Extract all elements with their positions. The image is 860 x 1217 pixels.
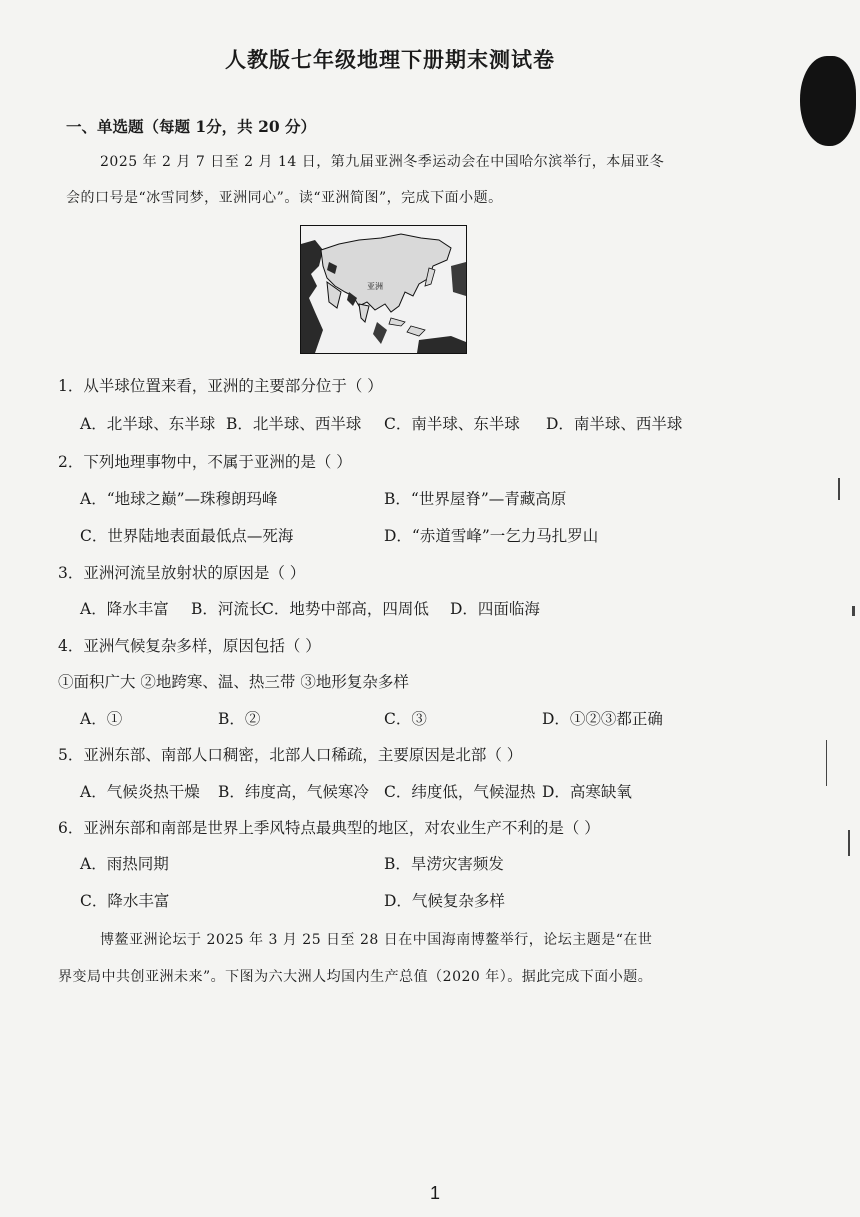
q1-option-b: B．北半球、西半球 (226, 415, 362, 433)
ink-blot-mark (800, 56, 856, 146)
q5-option-b: B．纬度高，气候寒冷 (218, 783, 369, 801)
q6-option-c: C．降水丰富 (80, 892, 170, 910)
asia-map-figure (300, 225, 467, 354)
scan-mark (848, 830, 850, 856)
q1-option-a: A．北半球、东半球 (80, 415, 216, 433)
q6-option-b: B．旱涝灾害频发 (384, 855, 504, 873)
q5-option-d: D．高寒缺氧 (542, 783, 632, 801)
asia-map-icon (301, 226, 466, 353)
page-title: 人教版七年级地理下册期末测试卷 (225, 47, 555, 72)
q5-option-a: A．气候炎热干燥 (80, 783, 200, 801)
passage1-line1: 2025 年 2 月 7 日至 2 月 14 日，第九届亚洲冬季运动会在中国哈尔滨举行，本届亚冬 (100, 154, 665, 170)
q2-option-b: B．“世界屋脊”—青藏高原 (384, 490, 567, 508)
q6-option-a: A．雨热同期 (80, 855, 169, 873)
passage1-line2: 会的口号是“冰雪同梦，亚洲同心”。读“亚洲简图”，完成下面小题。 (66, 190, 503, 206)
q3-option-b: B．河流长 (191, 600, 265, 618)
passage2-line2: 界变局中共创亚洲未来”。下图为六大洲人均国内生产总值（2020 年）。据此完成下面小题。 (58, 969, 653, 985)
q4-option-b: B．② (218, 710, 261, 728)
q3-option-c: C．地势中部高，四周低 (262, 600, 429, 618)
scan-mark (826, 740, 827, 786)
section-heading-single-choice: 一、单选题（每题 1分，共 20 分） (66, 117, 317, 136)
q2-option-a: A．“地球之巅”—珠穆朗玛峰 (80, 490, 278, 508)
q1-option-c: C．南半球、东半球 (384, 415, 520, 433)
q4-option-d: D．①②③都正确 (542, 710, 663, 728)
question-4-stem: 4．亚洲气候复杂多样，原因包括（ ） (58, 637, 321, 655)
q2-option-d: D．“赤道雪峰”一乞力马扎罗山 (384, 527, 599, 545)
q4-statements: ①面积广大 ②地跨寒、温、热三带 ③地形复杂多样 (58, 673, 409, 691)
q2-option-c: C．世界陆地表面最低点—死海 (80, 527, 294, 545)
question-6-stem: 6．亚洲东部和南部是世界上季风特点最典型的地区，对农业生产不利的是（ ） (58, 819, 600, 837)
question-3-stem: 3．亚洲河流呈放射状的原因是（ ） (58, 564, 306, 582)
q4-option-a: A．① (80, 710, 123, 728)
question-2-stem: 2．下列地理事物中，不属于亚洲的是（ ） (58, 453, 352, 471)
passage2-line1: 博鳌亚洲论坛于 2025 年 3 月 25 日至 28 日在中国海南博鳌举行，论坛主题是“在世 (100, 932, 653, 948)
q3-option-d: D．四面临海 (450, 600, 540, 618)
q3-option-a: A．降水丰富 (80, 600, 169, 618)
page-number: 1 (430, 1183, 441, 1203)
q6-option-d: D．气候复杂多样 (384, 892, 505, 910)
q5-option-c: C．纬度低，气候湿热 (384, 783, 536, 801)
question-1-stem: 1．从半球位置来看，亚洲的主要部分位于（ ） (58, 377, 383, 395)
scan-mark (838, 478, 840, 500)
q4-option-c: C．③ (384, 710, 427, 728)
map-label-asia: 亚洲 (367, 282, 383, 291)
q1-option-d: D．南半球、西半球 (546, 415, 683, 433)
question-5-stem: 5．亚洲东部、南部人口稠密，北部人口稀疏，主要原因是北部（ ） (58, 746, 523, 764)
scan-mark (852, 606, 855, 616)
